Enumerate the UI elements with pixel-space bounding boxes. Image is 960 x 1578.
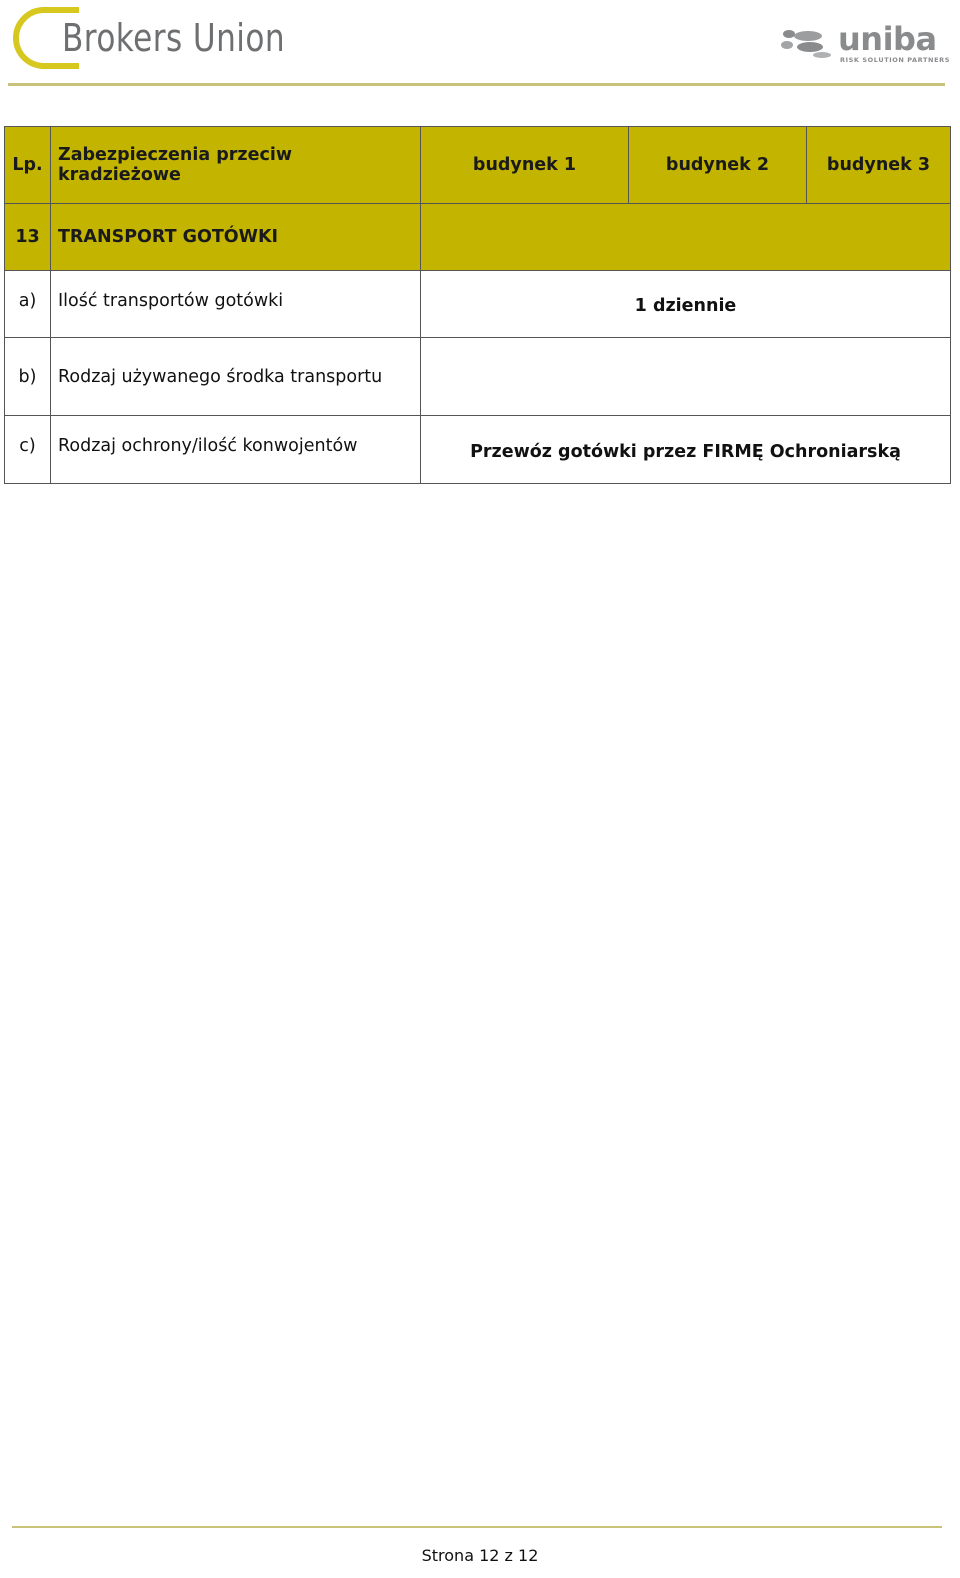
footer-rule bbox=[12, 1526, 942, 1528]
table-header-row bbox=[5, 127, 951, 204]
section-title: TRANSPORT GOTÓWKI bbox=[51, 204, 421, 271]
page-header bbox=[0, 0, 960, 90]
security-table bbox=[4, 126, 951, 484]
header-title: Zabezpieczenia przeciw kradzieżowe bbox=[51, 127, 421, 204]
row-lp: a) bbox=[5, 271, 51, 338]
uniba-stones-mark-icon bbox=[780, 28, 836, 58]
section-filler bbox=[421, 204, 951, 271]
brokers-union-wordmark: Brokers Union bbox=[62, 16, 285, 60]
row-label: Rodzaj używanego środka transportu bbox=[51, 338, 421, 416]
row-value: Przewóz gotówki przez FIRMĘ Ochroniarską bbox=[421, 416, 951, 484]
table-row bbox=[5, 416, 951, 484]
row-label: Rodzaj ochrony/ilość konwojentów bbox=[51, 416, 421, 484]
brokers-union-logo bbox=[10, 4, 310, 74]
header-rule bbox=[8, 83, 945, 86]
uniba-logo bbox=[780, 20, 950, 68]
uniba-tagline: RISK SOLUTION PARTNERS bbox=[840, 56, 950, 64]
section-number: 13 bbox=[5, 204, 51, 271]
row-value: 1 dziennie bbox=[421, 271, 951, 338]
row-lp: c) bbox=[5, 416, 51, 484]
row-value bbox=[421, 338, 951, 416]
page-number: Strona 12 z 12 bbox=[421, 1546, 539, 1565]
header-building-3: budynek 3 bbox=[807, 127, 951, 204]
header-lp: Lp. bbox=[5, 127, 51, 204]
table-row bbox=[5, 271, 951, 338]
header-building-2: budynek 2 bbox=[629, 127, 807, 204]
section-row bbox=[5, 204, 951, 271]
uniba-wordmark: uniba bbox=[838, 20, 937, 58]
header-building-1: budynek 1 bbox=[421, 127, 629, 204]
table-row bbox=[5, 338, 951, 416]
row-label: Ilość transportów gotówki bbox=[51, 271, 421, 338]
row-lp: b) bbox=[5, 338, 51, 416]
